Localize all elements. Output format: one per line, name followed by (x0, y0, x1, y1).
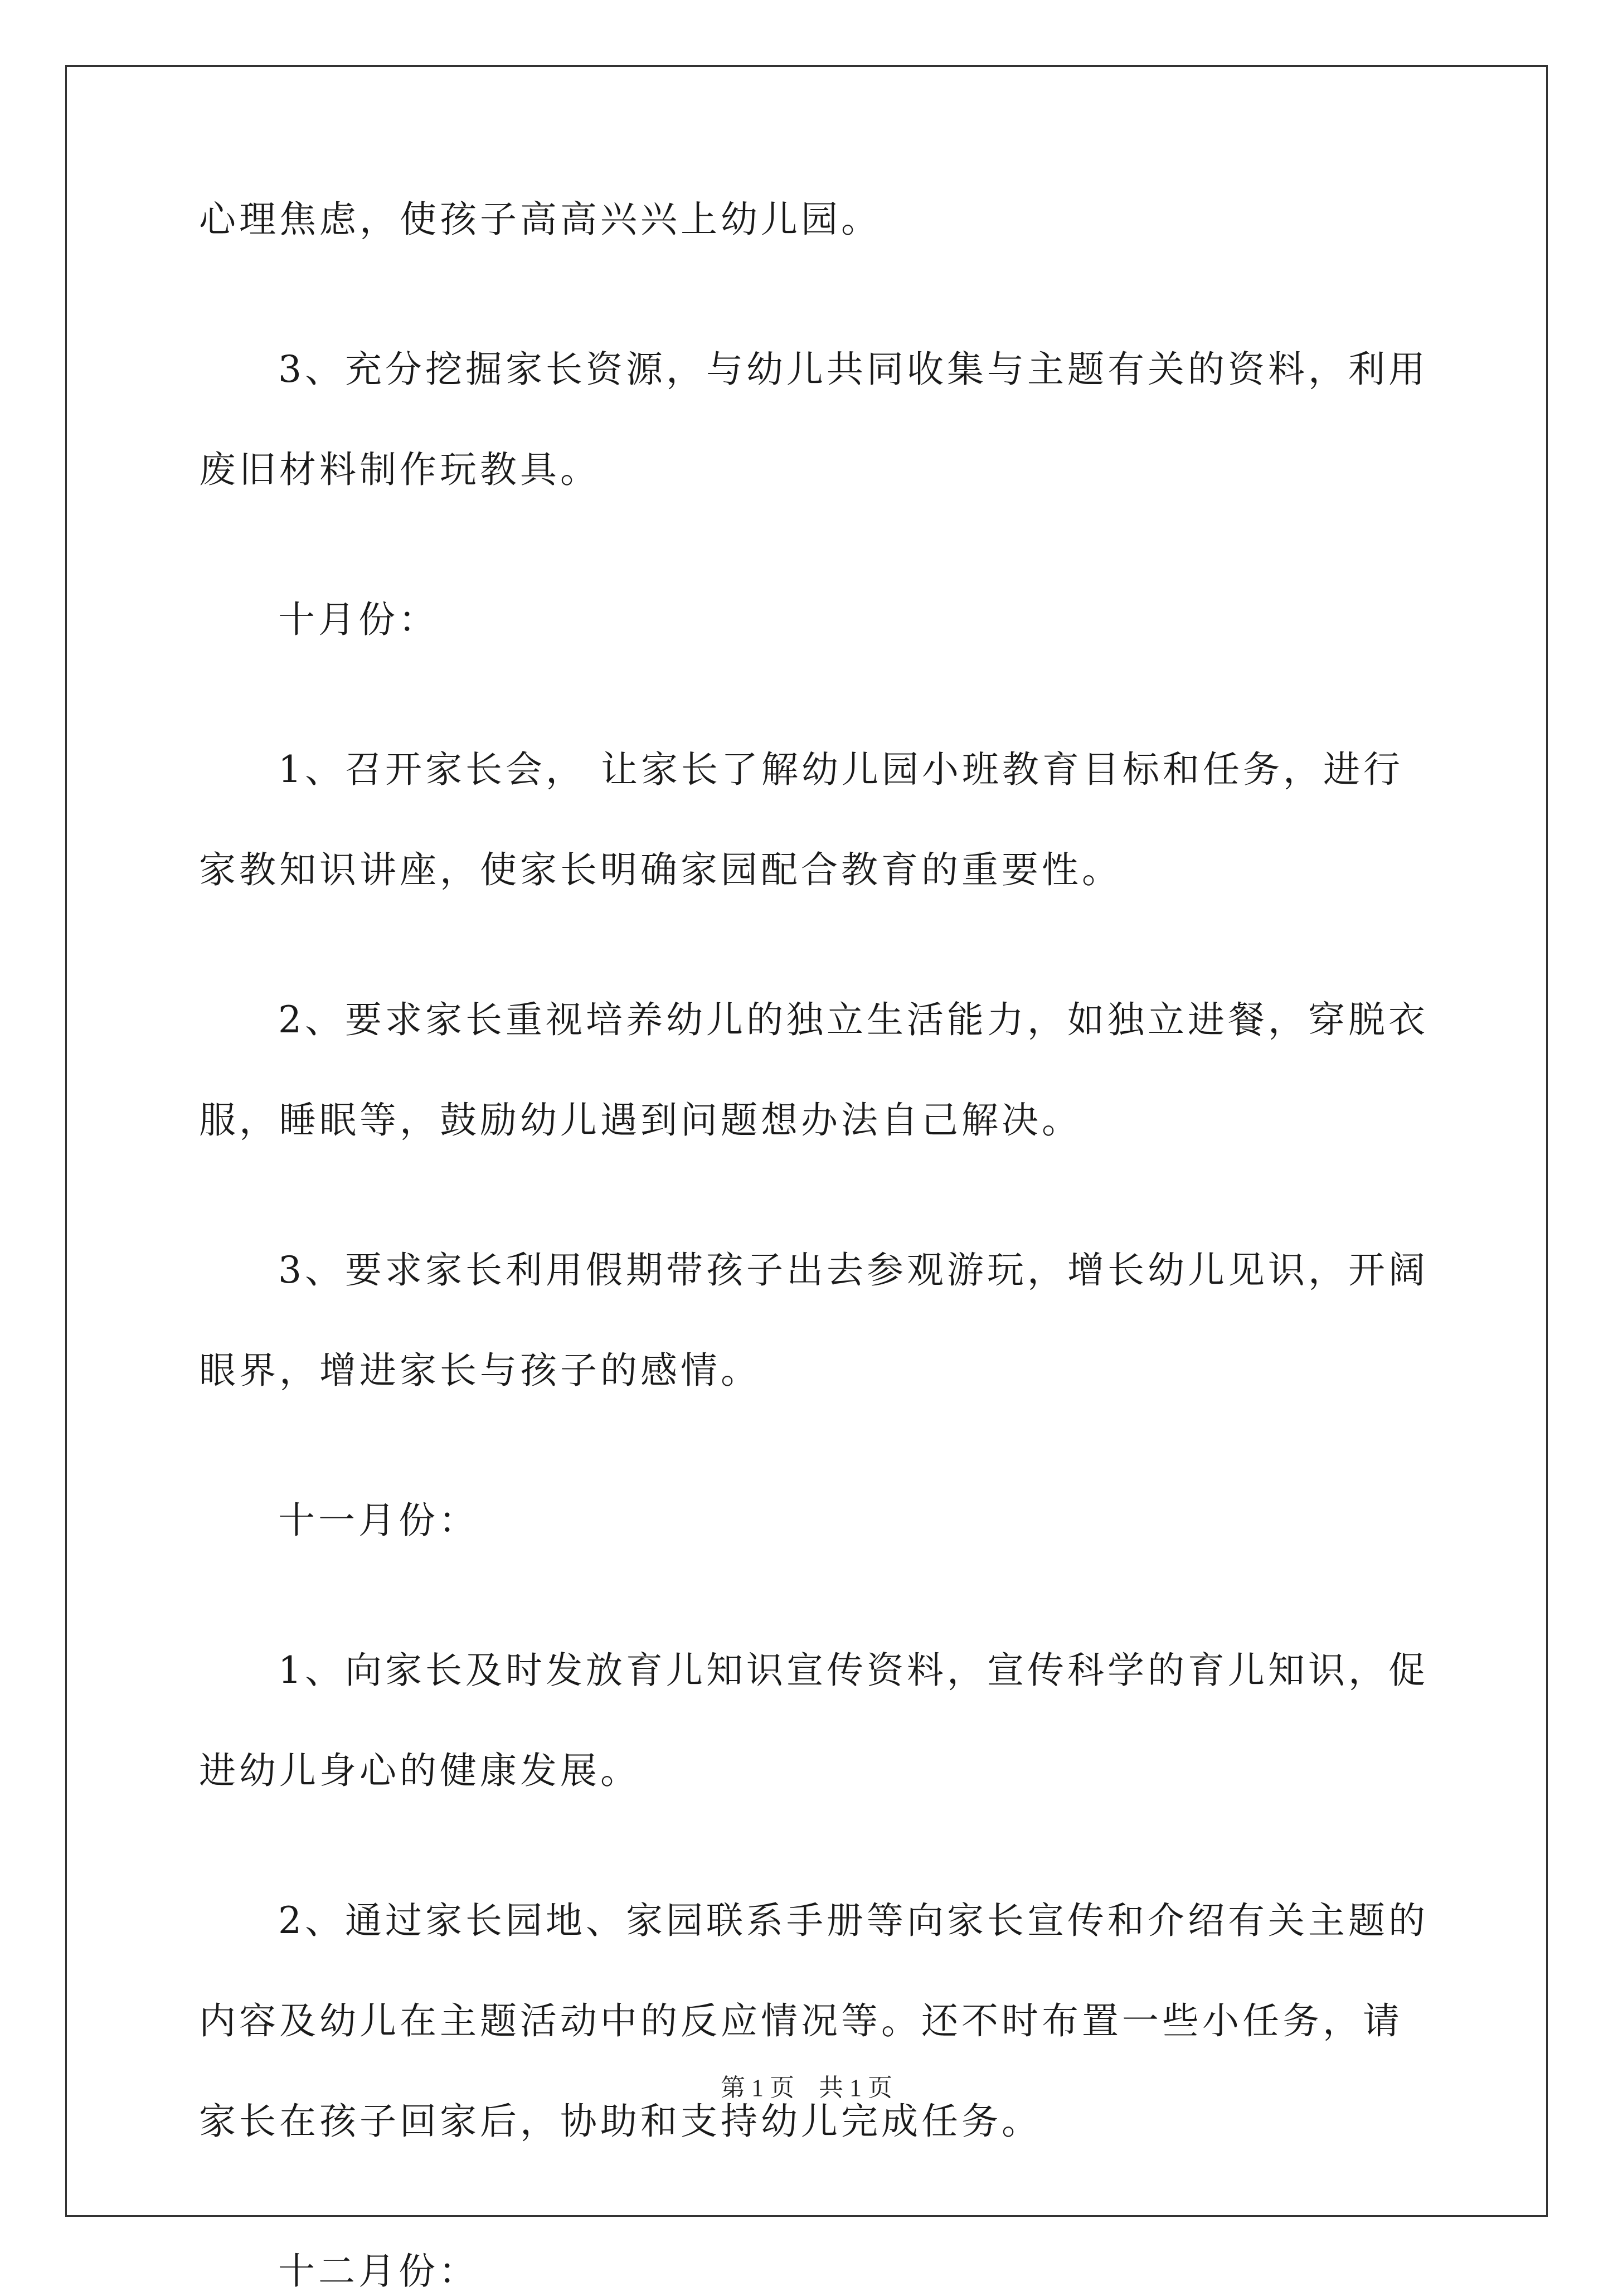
paragraph-line: 1、向家长及时发放育儿知识宣传资料，宣传科学的育儿知识，促 (278, 1649, 1429, 1692)
paragraph-line: 心理焦虑，使孩子高高兴兴上幼儿园。 (199, 198, 881, 241)
page-footer: 第 1 页 共 1 页 (721, 2074, 892, 2101)
document-body (199, 195, 1429, 2296)
paragraph-line: 2、通过家长园地、家园联系手册等向家长宣传和介绍有关主题的 (278, 1899, 1429, 1942)
section-heading-october: 十月份： (278, 598, 439, 641)
paragraph-line: 3、充分挖掘家长资源，与幼儿共同收集与主题有关的资料，利用 (278, 348, 1429, 391)
paragraph-line: 1、召开家长会， 让家长了解幼儿园小班教育目标和任务，进行 (278, 748, 1403, 791)
paragraph-line: 家长在孩子回家后，协助和支持幼儿完成任务。 (199, 2100, 1042, 2143)
section-heading-december: 十二月份： (278, 2250, 479, 2293)
paragraph-line: 内容及幼儿在主题活动中的反应情况等。还不时布置一些小任务，请 (199, 1999, 1403, 2042)
paragraph-line: 家教知识讲座，使家长明确家园配合教育的重要性。 (199, 848, 1122, 891)
paragraph-line: 3、要求家长利用假期带孩子出去参观游玩，增长幼儿见识，开阔 (278, 1249, 1429, 1292)
section-heading-november: 十一月份： (278, 1499, 479, 1542)
paragraph-line: 废旧材料制作玩教具。 (199, 448, 600, 491)
paragraph-line: 眼界，增进家长与孩子的感情。 (199, 1349, 761, 1392)
paragraph-line: 进幼儿身心的健康发展。 (199, 1749, 640, 1792)
paragraph-line: 2、要求家长重视培养幼儿的独立生活能力，如独立进餐，穿脱衣 (278, 998, 1429, 1041)
paragraph-line: 服，睡眠等，鼓励幼儿遇到问题想办法自己解决。 (199, 1099, 1082, 1142)
